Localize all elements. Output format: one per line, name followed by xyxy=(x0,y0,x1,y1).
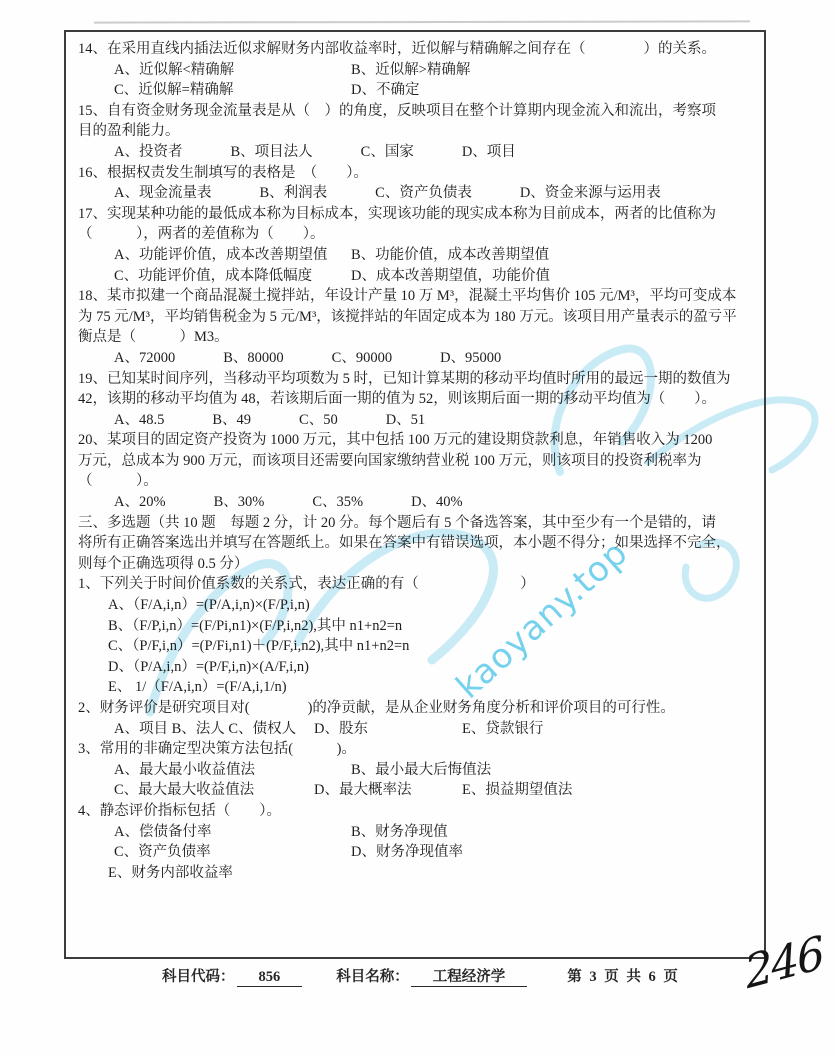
option-row xyxy=(78,719,756,740)
option: A、近似解<精确解 xyxy=(114,61,235,78)
question-text-line: 将所有正确答案选出并填写在答题纸上。如果在答案中有错误选项，本小题不得分；如果选择不完全， xyxy=(78,535,731,552)
question-block xyxy=(78,430,756,512)
question-text-line: 18、某市拟建一个商品混凝土搅拌站，年设计产量 10 万 M³，混凝土平均售价 105 元/M³，平均可变成本 xyxy=(78,288,737,305)
option: B、30% xyxy=(213,494,265,511)
option: D、资金来源与运用表 xyxy=(519,185,661,202)
question-text-line: 15、自有资金财务现金流量表是从（ ）的角度，反映项目在整个计算期内现金流入和流出，考察项 xyxy=(78,102,716,119)
question-block xyxy=(78,204,756,286)
question-text-line: （ ），两者的差值称为（ ）。 xyxy=(78,226,325,243)
option-row xyxy=(78,636,756,657)
questions xyxy=(78,39,756,883)
question-text-line: 19、已知某时间序列，当移动平均项数为 5 时，已知计算某期的移动平均值时所用的最远一期的数值为 xyxy=(78,370,731,387)
option-row xyxy=(78,348,756,369)
option: D、最大概率法 xyxy=(314,782,412,799)
option-row xyxy=(78,142,756,163)
question-text-line: 42，该期的移动平均值为 48，若该期后面一期的值为 52，则该期后面一期的移动平均值为（ ）。 xyxy=(78,391,716,408)
option: C、功能评价值，成本降低幅度 xyxy=(114,267,313,284)
option: E、财务内部收益率 xyxy=(108,864,233,881)
option-row xyxy=(78,183,756,204)
option: D、95000 xyxy=(440,349,502,366)
option: A、48.5 xyxy=(114,411,165,428)
handwritten-mark: 246 xyxy=(742,925,826,1000)
question-text-line: （ ）。 xyxy=(78,473,158,490)
option: B、（F/P,i,n）=(F/Pi,n1)×(F/P,i,n2),其中 n1+n2=n xyxy=(108,617,403,634)
option: D、（P/A,i,n）=(P/F,i,n)×(A/F,i,n) xyxy=(108,658,309,675)
option: B、最小最大后悔值法 xyxy=(351,761,492,778)
option-row xyxy=(78,842,756,863)
option-row xyxy=(78,245,756,266)
subject-name-value: 工程经济学 xyxy=(411,965,528,987)
question-text-line: 14、在采用直线内插法近似求解财务内部收益率时，近似解与精确解之间存在（ ）的关系。 xyxy=(78,41,716,57)
question-text-line: 则每个正确选项得 0.5 分） xyxy=(78,555,249,572)
option-row xyxy=(78,80,756,101)
question-block xyxy=(78,513,756,575)
question-text-line: 16、根据权责发生制填写的表格是 （ ）。 xyxy=(78,164,368,181)
option-row xyxy=(78,410,756,431)
option: D、51 xyxy=(385,411,426,428)
question-text-line: 17、实现某种功能的最低成本称为目标成本，实现该功能的现实成本称为目前成本，两者的比值称为 xyxy=(78,205,716,222)
question-block xyxy=(78,39,756,101)
option: E、 1/（F/A,i,n）=(F/A,i,1/n) xyxy=(108,679,287,696)
option: B、利润表 xyxy=(259,185,328,202)
option: C、（P/F,i,n）=(P/Fi,n1)＋(P/F,i,n2),其中 n1+n2=n xyxy=(108,638,410,655)
option: A、72000 xyxy=(114,349,176,366)
option: D、成本改善期望值，功能价值 xyxy=(351,267,550,284)
option: D、40% xyxy=(411,494,463,511)
option: D、项目 xyxy=(461,143,516,160)
question-block xyxy=(78,101,756,163)
question-block xyxy=(78,163,756,204)
question-block xyxy=(78,801,756,883)
option: A、20% xyxy=(114,494,166,511)
option-row xyxy=(78,822,756,843)
exam-frame xyxy=(64,30,766,959)
option: D、股东 xyxy=(314,720,368,737)
option: C、90000 xyxy=(331,349,393,366)
option: D、财务净现值率 xyxy=(351,844,463,861)
footer xyxy=(162,965,680,987)
subject-name-label: 科目名称： xyxy=(336,969,409,985)
option: C、国家 xyxy=(360,143,414,160)
option-row xyxy=(78,780,756,801)
option: E、损益期望值法 xyxy=(462,782,573,799)
option-row xyxy=(78,863,756,884)
option: B、项目法人 xyxy=(230,143,313,160)
option: B、财务净现值 xyxy=(351,823,448,840)
option: B、近似解>精确解 xyxy=(351,61,471,78)
option: A、（F/A,i,n）=(P/A,i,n)×(F/P,i,n) xyxy=(108,597,310,614)
option: C、近似解=精确解 xyxy=(114,82,234,99)
option: A、投资者 xyxy=(114,143,183,160)
watermark-text: kaoyany.top xyxy=(448,532,636,707)
option-row xyxy=(78,657,756,678)
question-text-line: 4、静态评价指标包括（ ）。 xyxy=(78,802,281,819)
option: B、功能价值，成本改善期望值 xyxy=(351,246,550,263)
question-text-line: 2、财务评价是研究项目对( )的净贡献，是从企业财务角度分析和评价项目的可行性。 xyxy=(78,700,675,716)
option: C、35% xyxy=(312,494,364,511)
question-block xyxy=(78,286,756,368)
option: C、资产负债率 xyxy=(114,844,211,861)
scan-artifact-line xyxy=(94,20,750,23)
option-row xyxy=(78,760,756,781)
question-text-line: 3、常用的非确定型决策方法包括( )。 xyxy=(78,741,356,758)
option: C、50 xyxy=(299,411,338,428)
question-text-line: 衡点是（ ）M3。 xyxy=(78,329,229,346)
option: A、功能评价值，成本改善期望值 xyxy=(114,246,328,263)
question-text-line: 万元，总成本为 900 万元，而该项目还需要向国家缴纳营业税 100 万元，则该项目的投资利税率为 xyxy=(78,452,702,469)
option: B、49 xyxy=(212,411,252,428)
option: B、80000 xyxy=(223,349,284,366)
option: A、最大最小收益值法 xyxy=(114,761,255,778)
option-row xyxy=(78,60,756,81)
option: A、现金流量表 xyxy=(114,185,212,202)
question-block xyxy=(78,698,756,739)
option: C、资产负债表 xyxy=(375,185,472,202)
option-row xyxy=(78,616,756,637)
option: E、贷款银行 xyxy=(462,720,544,737)
subject-code-label: 科目代码： xyxy=(162,969,235,985)
option-row xyxy=(78,677,756,698)
option-row xyxy=(78,595,756,616)
option-row xyxy=(78,266,756,287)
option: A、项目 B、法人 C、债权人 xyxy=(114,720,297,737)
question-text-line: 1、下列关于时间价值系数的关系式，表达正确的有（ ） xyxy=(78,576,535,593)
question-block xyxy=(78,739,756,801)
option: A、偿债备付率 xyxy=(114,823,212,840)
question-text-line: 20、某项目的固定资产投资为 1000 万元，其中包括 100 万元的建设期贷款利息，年销售收入为 1200 xyxy=(78,432,713,449)
option-row xyxy=(78,492,756,513)
question-text-line: 三、多选题（共 10 题 每题 2 分，计 20 分。每个题后有 5 个备选答案，其中至少有一个是错的，请 xyxy=(78,514,716,531)
option: C、最大最大收益值法 xyxy=(114,782,255,799)
option: D、不确定 xyxy=(351,82,420,99)
question-block xyxy=(78,369,756,431)
question-text-line: 为 75 元/M³，平均销售税金为 5 元/M³，该搅拌站的年固定成本为 180 万元。该项目用产量表示的盈亏平 xyxy=(78,308,737,325)
subject-code-value: 856 xyxy=(237,969,303,987)
page-number: 第 3 页 共 6 页 xyxy=(567,969,680,985)
question-block xyxy=(78,574,756,698)
question-text-line: 目的盈利能力。 xyxy=(78,123,180,140)
